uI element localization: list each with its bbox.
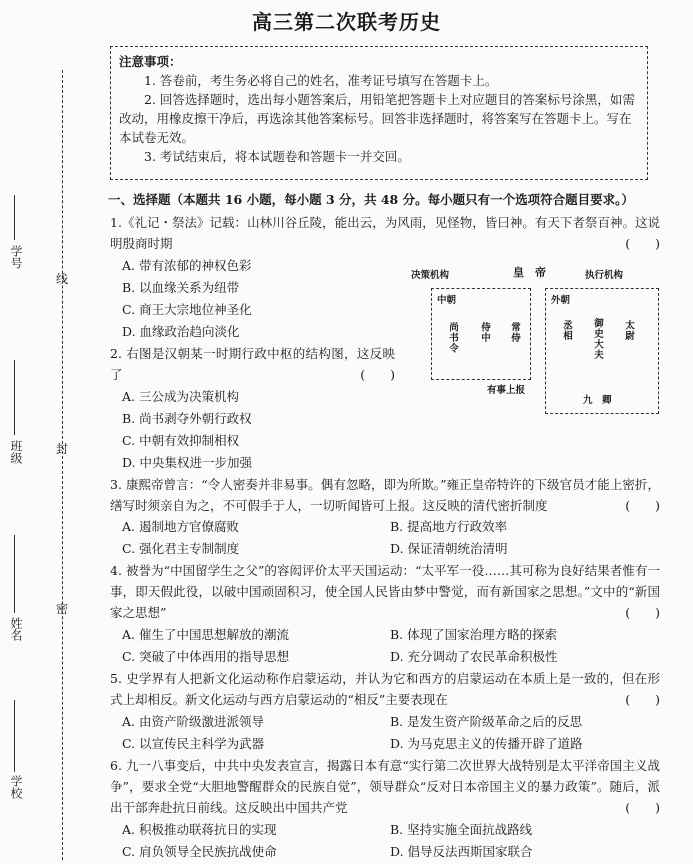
question-6-answer-blank[interactable]: ( ) xyxy=(625,800,660,815)
field-school-label: 学校 xyxy=(9,775,23,799)
q4-option-c[interactable]: C. 突破了中体西用的指导思想 xyxy=(122,649,290,664)
question-2-answer-blank[interactable]: ( ) xyxy=(360,367,395,382)
outer-member-taiwei: 太尉 xyxy=(623,320,634,341)
q2-option-b[interactable]: B. 尚书剥夺外朝行政权 xyxy=(122,411,252,426)
han-court-diagram xyxy=(405,262,665,422)
binding-char-feng: 封 xyxy=(56,442,69,456)
field-name-label: 姓名 xyxy=(9,617,23,641)
outer-member-yushi: 御史大夫 xyxy=(592,318,603,360)
q5-option-c[interactable]: C. 以宣传民主科学为武器 xyxy=(122,736,265,751)
q3-option-d[interactable]: D. 保证清朝统治清明 xyxy=(390,541,508,556)
q6-option-a[interactable]: A. 积极推动联蒋抗日的实现 xyxy=(122,822,277,837)
q2-option-d[interactable]: D. 中央集权进一步加强 xyxy=(122,455,253,470)
binding-char-mi: 密 xyxy=(56,602,69,616)
field-class-label: 班级 xyxy=(9,440,23,464)
question-2 xyxy=(110,343,395,385)
notice-box xyxy=(110,46,648,180)
notice-item-3: 3. 考试结束后，将本试题卷和答题卡一并交回。 xyxy=(144,149,410,164)
outer-court-label: 外朝 xyxy=(551,295,571,306)
q3-option-b[interactable]: B. 提高地方行政效率 xyxy=(390,519,508,534)
question-3 xyxy=(110,474,660,516)
notice-item-1: 1. 答卷前，考生务必将自己的姓名，准考证号填写在答题卡上。 xyxy=(144,73,498,88)
question-1-stem: 1.《礼记・祭法》记载：山林川谷丘陵，能出云，为风雨，见怪物，皆曰神。有天下者祭百神。这说明殷商时期 xyxy=(110,215,660,251)
inner-court-label: 中朝 xyxy=(437,295,457,306)
q6-option-c[interactable]: C. 肩负领导全民族抗战使命 xyxy=(122,844,277,859)
notice-item-2: 2. 回答选择题时，选出每小题答案后，用铅笔把答题卡上对应题目的答案标号涂黑，如需改动，用橡皮擦干净后，再选涂其他答案标号。回答非选择题时，将答案写在答题卡上。写在本试卷无效。 xyxy=(119,92,635,145)
q1-option-a[interactable]: A. 带有浓郁的神权色彩 xyxy=(122,258,252,273)
field-name-rule[interactable] xyxy=(14,535,15,613)
q1-option-c[interactable]: C. 商王大宗地位神圣化 xyxy=(122,302,252,317)
question-5-answer-blank[interactable]: ( ) xyxy=(625,692,660,707)
diagram-report-label: 有事上报 xyxy=(487,385,526,396)
q6-option-d[interactable]: D. 倡导反法西斯国家联合 xyxy=(390,844,533,859)
nine-ministers: 九 卿 xyxy=(583,395,612,406)
question-5 xyxy=(110,668,660,710)
question-4-answer-blank[interactable]: ( ) xyxy=(625,605,660,620)
question-5-stem: 5. 史学界有人把新文化运动称作启蒙运动，并认为它和西方的启蒙运动在本质上是一致的，但在形式上却相反。新文化运动与西方启蒙运动的“相反”主要表现在 xyxy=(110,671,660,707)
question-3-answer-blank[interactable]: ( ) xyxy=(625,498,660,513)
q3-option-c[interactable]: C. 强化君主专制制度 xyxy=(122,541,240,556)
section-heading: 一、选择题（本题共 16 小题，每小题 3 分，共 48 分。每小题只有一个选项符合题目要求。） xyxy=(108,192,634,207)
field-class-rule[interactable] xyxy=(14,360,15,435)
diagram-executive-label: 执行机构 xyxy=(585,270,624,281)
q4-option-b[interactable]: B. 体现了国家治理方略的探索 xyxy=(390,627,558,642)
diagram-decision-label: 决策机构 xyxy=(411,270,450,281)
q1-option-d[interactable]: D. 血缘政治趋向淡化 xyxy=(122,324,240,339)
field-student-id-label: 学号 xyxy=(9,245,23,269)
q5-option-a[interactable]: A. 由资产阶级激进派领导 xyxy=(122,714,264,729)
notice-heading: 注意事项： xyxy=(119,54,182,69)
binding-char-xian: 线 xyxy=(56,272,69,286)
q5-option-d[interactable]: D. 为马克思主义的传播开辟了道路 xyxy=(390,736,583,751)
field-student-id-rule[interactable] xyxy=(14,195,15,240)
q6-option-b[interactable]: B. 坚持实施全面抗战路线 xyxy=(390,822,533,837)
q3-option-a[interactable]: A. 遏制地方官僚腐败 xyxy=(122,519,239,534)
question-6 xyxy=(110,755,660,818)
q2-option-a[interactable]: A. 三公成为决策机构 xyxy=(122,389,239,404)
q1-option-b[interactable]: B. 以血缘关系为纽带 xyxy=(122,280,240,295)
inner-member-changshi: 常侍 xyxy=(509,322,520,343)
question-4-stem: 4. 被誉为“中国留学生之父”的容闳评价太平天国运动：“太平军一役……其可称为良好结果者惟有一事，即天假此役，以破中国顽固积习，使全国人民皆由梦中警觉，而有新国家之思想。”文中的“新国家之思想” xyxy=(110,563,660,620)
question-3-stem: 3. 康熙帝曾言：“令人密奏并非易事。偶有忽略，即为所欺。”雍正皇帝特许的下级官员才能上密折，缮写时须亲自为之，不可假手于人，一切听闻皆可上报。这反映的清代密折制度 xyxy=(110,477,660,513)
binding-dashed-line xyxy=(62,70,63,860)
question-1-answer-blank[interactable]: ( ) xyxy=(625,236,660,251)
question-6-stem: 6. 九一八事变后，中共中央发表宣言，揭露日本有意“实行第二次世界大战特别是太平洋帝国主义战争”，要求全党“大胆地警醒群众的民族自觉”，领导群众“反对日本帝国主义的暴力政策”。随后，派出干部奔赴抗日前线。这反映出中国共产党 xyxy=(110,758,660,815)
q4-option-a[interactable]: A. 催生了中国思想解放的潮流 xyxy=(122,627,289,642)
inner-member-shangshu: 尚书令 xyxy=(447,322,458,354)
q2-option-c[interactable]: C. 中朝有效抑制相权 xyxy=(122,433,240,448)
question-2-stem: 2. 右图是汉朝某一时期行政中枢的结构图，这反映了 xyxy=(110,346,395,382)
q4-option-d[interactable]: D. 充分调动了农民革命积极性 xyxy=(390,649,558,664)
inner-member-shizhong: 侍中 xyxy=(479,322,490,343)
outer-member-chengxiang: 丞相 xyxy=(561,320,572,341)
q5-option-b[interactable]: B. 是发生资产阶级革命之后的反思 xyxy=(390,714,583,729)
exam-title: 高三第二次联考历史 xyxy=(252,10,441,34)
question-1 xyxy=(110,212,660,254)
question-4 xyxy=(110,560,660,623)
field-school-rule[interactable] xyxy=(14,700,15,772)
diagram-emperor: 皇 帝 xyxy=(513,266,546,279)
